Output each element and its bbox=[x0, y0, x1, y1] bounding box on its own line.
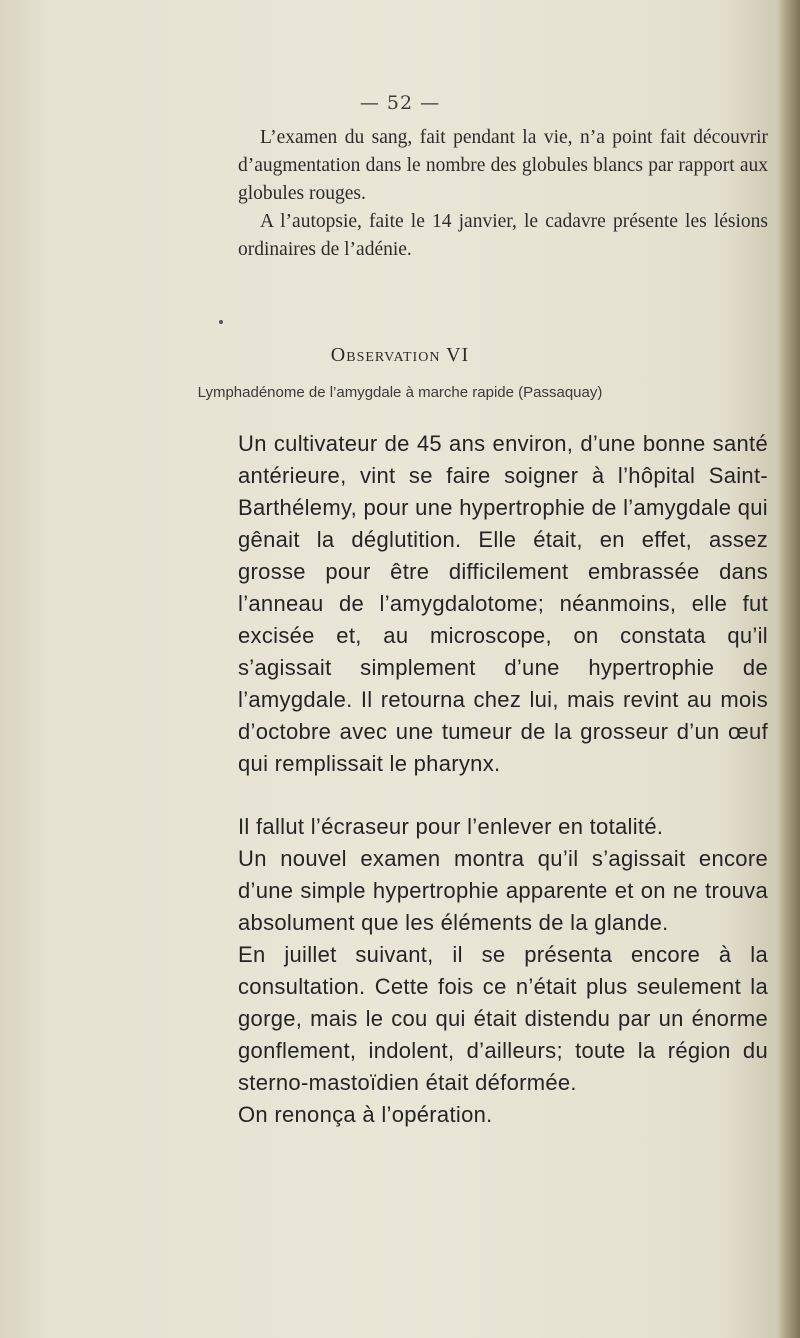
paragraph-case-history bbox=[238, 428, 768, 780]
paragraph-operation-abandoned bbox=[238, 1099, 768, 1131]
paragraph-text: Un nouvel examen montra qu’il s’agissait encore d’une simple hypertrophie apparente et on ne trouva absolument que les éléments de la glande. bbox=[238, 846, 768, 935]
page-number: — 52 — bbox=[359, 92, 441, 114]
paragraph-july bbox=[238, 939, 768, 1099]
paragraph-new-exam bbox=[238, 843, 768, 939]
observation-title: Observation VI bbox=[330, 344, 470, 366]
page-edge-shadow bbox=[778, 0, 800, 1338]
paragraph-autopsy bbox=[238, 208, 768, 264]
paragraph-text: Un cultivateur de 45 ans environ, d’une bonne santé antérieure, vint se faire soigner à l’hôpital Saint-Barthélemy, pour une hypertrophie de l’amygdale qui gênait la déglutition. Elle était, en effet, assez grosse pour être difficilement embrassée dans l’anneau de l’amygdalotome; néanmoins, elle fut excisée et, au microscope, on constata qu’il s’agissait simplement d’une hypertrophie de l’amygdale. Il retourna chez lui, mais revint au mois d’octobre avec une tumeur de la grosseur d’un œuf qui remplissait le pharynx. bbox=[238, 431, 768, 776]
ink-speck bbox=[219, 320, 223, 324]
paragraph-text: En juillet suivant, il se présenta encore à la consultation. Cette fois ce n’était plus seulement la gorge, mais le cou qui était distendu par un énorme gonflement, indolent, d’ailleurs; toute la région du sterno-mastoïdien était déformée. bbox=[238, 942, 768, 1095]
paragraph-text: A l’autopsie, faite le 14 janvier, le cadavre présente les lésions ordinaires de l’adénie. bbox=[238, 211, 768, 260]
paragraph-blood-exam bbox=[238, 124, 768, 208]
observation-subtitle: Lymphadénome de l’amygdale à marche rapide (Passaquay) bbox=[197, 384, 603, 401]
paragraph-text: On renonça à l’opération. bbox=[238, 1102, 493, 1127]
paragraph-text: Il fallut l’écraseur pour l’enlever en totalité. bbox=[238, 814, 664, 839]
paragraph-ecraseur bbox=[238, 811, 768, 843]
paragraph-text: L’examen du sang, fait pendant la vie, n’a point fait découvrir d’augmentation dans le nombre des globules blancs par rapport aux globules rouges. bbox=[238, 127, 768, 204]
